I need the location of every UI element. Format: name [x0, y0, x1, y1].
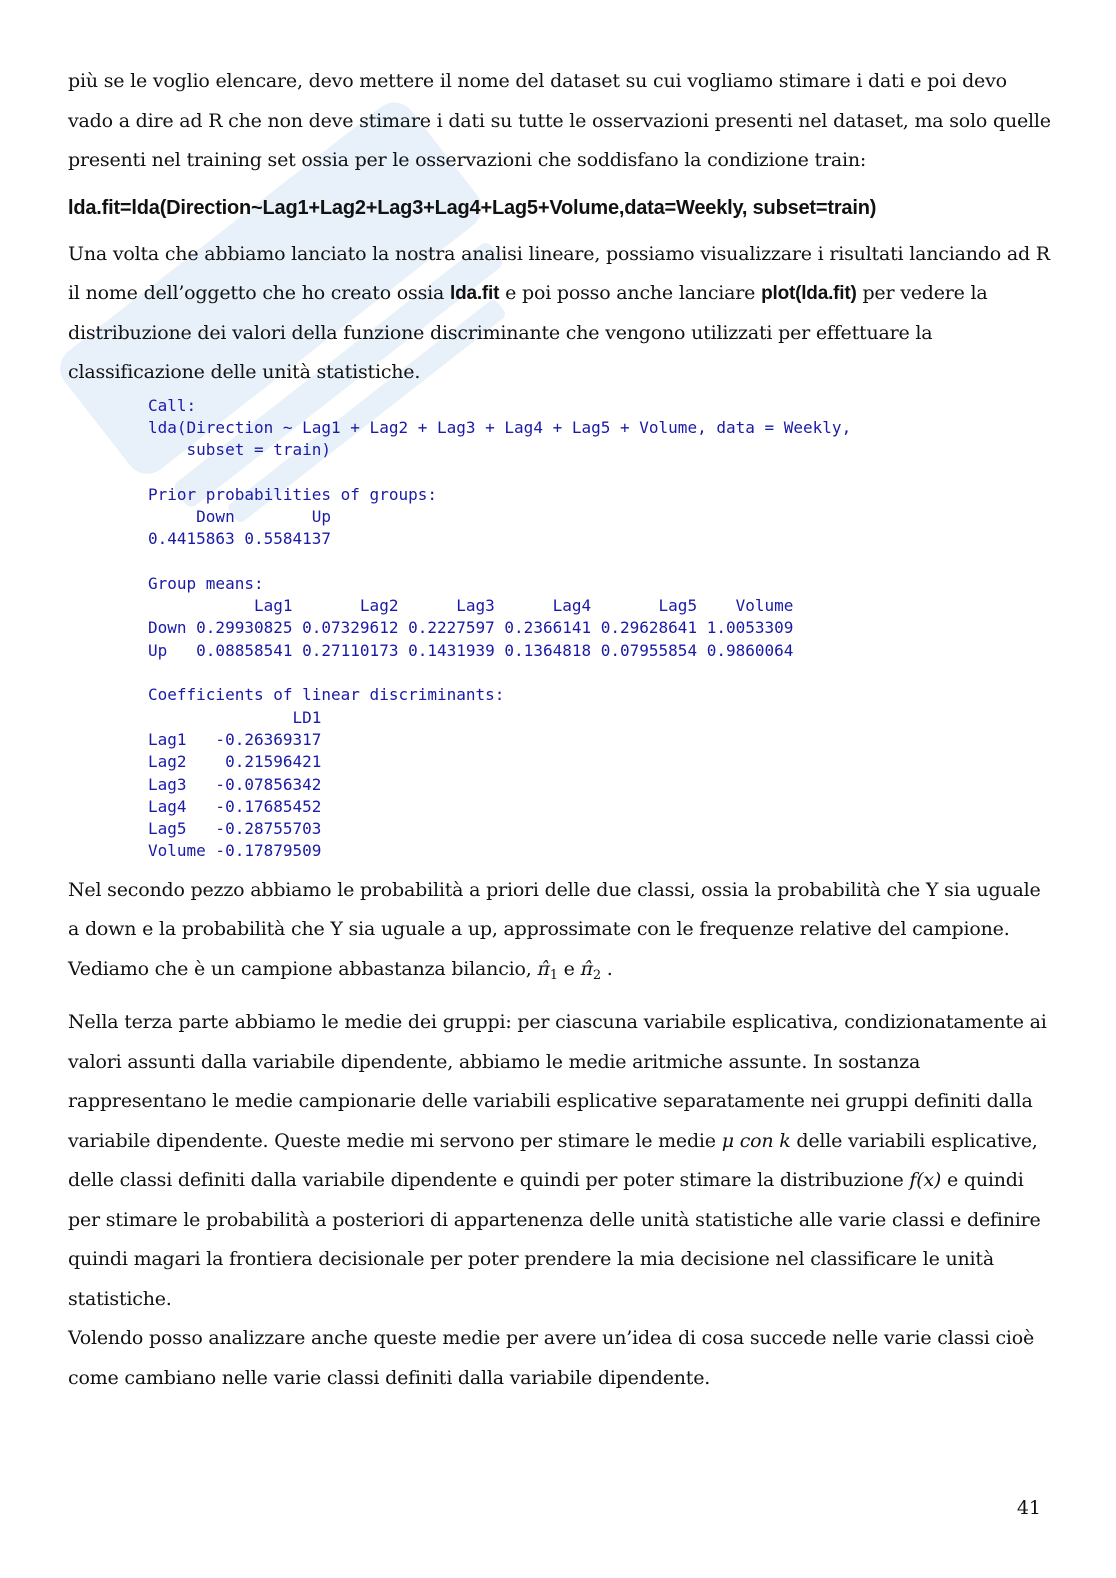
- mu-con-k-math: μ con k: [721, 1129, 791, 1152]
- pi-hat-1-subscript: 1: [549, 967, 558, 983]
- lda-fit-bold: lda.fit: [450, 283, 500, 304]
- pi-hat-1: [537, 957, 558, 983]
- visualize-text-3: per vedere la distribuzione dei valori della funzione discriminante che vengono utilizzati per effettuare la classificazione delle unità statistiche.: [68, 282, 988, 383]
- pi-hat-1-symbol: π̂: [537, 957, 550, 980]
- final-paragraph: Volendo posso analizzare anche queste medie per avere un’idea di cosa succede nelle varie classi cioè come cambiano nelle varie classi definiti dalla variabile dipendente.: [68, 1327, 1035, 1389]
- means-text-2: delle variabili esplicative, delle classi definiti dalla variabile dipendente e quindi per poter stimare la distribuzione: [68, 1129, 1038, 1192]
- f-of-x-math: f(x): [909, 1169, 942, 1192]
- prior-conjunction: e: [557, 957, 581, 980]
- pi-hat-2-symbol: π̂: [580, 957, 593, 980]
- visualize-text-2: e poi posso anche lanciare: [499, 282, 762, 304]
- plot-lda-fit-bold: plot(lda.fit): [761, 283, 857, 304]
- visualize-text-1: Una volta che abbiamo lanciato la nostra analisi lineare, possiamo visualizzare i risultati lanciando ad R il nome dell’oggetto che ho creato ossia: [68, 242, 1050, 304]
- lda-command: lda.fit=lda(Direction~Lag1+Lag2+Lag3+Lag4+Lag5+Volume,data=Weekly, subset=train): [68, 196, 877, 219]
- means-text-3: e quindi per stimare le probabilità a posteriori di appartenenza delle unità statistiche alle varie classi e definire quindi magari la frontiera decisionale per poter prendere la mia decisione nel classificare le unità statistiche.: [68, 1169, 1041, 1310]
- document-page: [68, 62, 1053, 1398]
- means-text-1: Nella terza parte abbiamo le medie dei gruppi: per ciascuna variabile esplicativa, condizionatamente ai valori assunti dalla variabile dipendente, abbiamo le medie aritmiche assunte. In sostanza rappresentano le medie campionarie delle variabili esplicative separatamente nei gruppi definiti dalla variabile dipendente. Queste medie mi servono per stimare le medie: [68, 1011, 1047, 1152]
- r-console-output: Call: lda(Direction ~ Lag1 + Lag2 + Lag3 + Lag4 + Lag5 + Volume, data = Weekly, subset = train) Prior probabilities of groups: Down Up 0.4415863 0.5584137 Group means: Lag1 Lag2 Lag3 Lag4 Lag5 Volume Down 0.29930825 0.07329612 0.2227597 0.2366141 0.29628641 1.0053309 Up 0.08858541 0.27110173 0.1431939 0.1364818 0.07955854 0.9860064 Coefficients of linear discriminants: LD1 Lag1 -0.26369317 Lag2 0.21596421 Lag3 -0.07856342 Lag4 -0.17685452 Lag5 -0.28755703 Volume -0.17879509: [148, 395, 852, 861]
- prior-paragraph: [68, 871, 1053, 996]
- prior-end: .: [600, 957, 613, 980]
- pi-hat-2-subscript: 2: [592, 967, 601, 983]
- prior-text: Nel secondo pezzo abbiamo le probabilità a priori delle due classi, ossia la probabilità che Y sia uguale a down e la probabilità che Y sia uguale a up, approssimate con le frequenze relative del campione. Vediamo che è un campione abbastanza bilancio,: [68, 878, 1041, 980]
- intro-paragraph: più se le voglio elencare, devo mettere il nome del dataset su cui vogliamo stimare i dati e poi devo vado a dire ad R che non deve stimare i dati su tutte le osservazioni presenti nel dataset, ma solo quelle presenti nel training set ossia per le osservazioni che soddisfano la condizione train:: [68, 70, 1051, 171]
- pi-hat-2: [580, 957, 601, 983]
- means-paragraph: [68, 1003, 1053, 1319]
- visualize-paragraph: [68, 235, 1053, 393]
- page-number: 41: [1016, 1497, 1041, 1519]
